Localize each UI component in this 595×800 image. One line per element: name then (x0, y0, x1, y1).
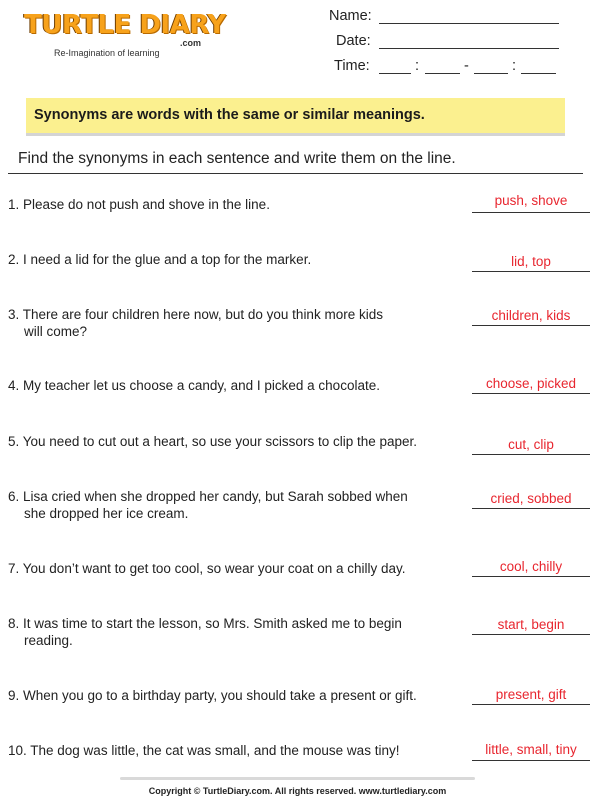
question-1 (8, 196, 463, 213)
question-10 (8, 742, 463, 759)
answer-line-2 (472, 271, 590, 272)
time-hour-end-line (474, 73, 508, 74)
answer-10: little, small, tiny (485, 742, 577, 757)
answer-line-10 (472, 760, 590, 761)
answer-8: start, begin (497, 617, 565, 632)
answer-line-6 (472, 508, 590, 509)
time-colon-1: : (415, 58, 420, 74)
question-text: 9. When you go to a birthday party, you should take a present or gift. (8, 688, 417, 703)
time-hour-start-line (379, 73, 411, 74)
name-label: Name: (329, 8, 372, 24)
time-dash: - (464, 58, 469, 74)
answer-3: children, kids (491, 308, 571, 323)
logo-tagline: Re-Imagination of learning (54, 48, 160, 58)
answer-line-5 (472, 454, 590, 455)
question-6 (8, 488, 463, 522)
question-text: 7. You don’t want to get too cool, so wear your coat on a chilly day. (8, 561, 406, 576)
answer-line-9 (472, 704, 590, 705)
question-5 (8, 433, 463, 450)
answer-line-7 (472, 576, 590, 577)
logo-title: TURTLE DIARY (24, 10, 226, 40)
copyright-footer: Copyright © TurtleDiary.com. All rights reserved. www.turtlediary.com (148, 786, 447, 796)
time-label: Time: (334, 58, 370, 74)
logo-dotcom: .com (180, 38, 202, 48)
question-2 (8, 251, 463, 268)
turtle-diary-logo (24, 10, 226, 58)
time-colon-2: : (512, 58, 517, 74)
answer-4: choose, picked (485, 376, 577, 391)
answer-line-3 (472, 325, 590, 326)
question-text-continued: reading. (24, 633, 73, 648)
time-minute-end-line (521, 73, 556, 74)
question-3 (8, 306, 463, 340)
answer-5: cut, clip (508, 437, 554, 452)
definition-banner (26, 98, 565, 136)
question-text: 2. I need a lid for the glue and a top for the marker. (8, 252, 312, 267)
question-text: 4. My teacher let us choose a candy, and I picked a chocolate. (8, 378, 380, 393)
question-9 (8, 687, 463, 704)
question-text: 8. It was time to start the lesson, so Mrs. Smith asked me to begin (8, 616, 402, 631)
date-label: Date: (336, 33, 371, 49)
footer-divider (120, 777, 475, 780)
answer-2: lid, top (511, 254, 551, 269)
question-text: 10. The dog was little, the cat was small, and the mouse was tiny! (8, 743, 400, 758)
question-4 (8, 377, 463, 394)
question-7 (8, 560, 463, 577)
question-text-continued: will come? (24, 324, 88, 339)
question-8 (8, 615, 463, 649)
time-minute-start-line (425, 73, 460, 74)
instruction-underline (8, 173, 583, 174)
name-line (379, 23, 559, 24)
question-text: 6. Lisa cried when she dropped her candy, but Sarah sobbed when (8, 489, 408, 504)
answer-6: cried, sobbed (490, 491, 572, 506)
question-text: 1. Please do not push and shove in the line. (8, 197, 270, 212)
instruction-text: Find the synonyms in each sentence and write them on the line. (18, 150, 456, 167)
answer-line-8 (472, 634, 590, 635)
question-text-continued: she dropped her ice cream. (24, 506, 189, 521)
banner-text: Synonyms are words with the same or similar meanings. (34, 107, 425, 123)
question-text: 5. You need to cut out a heart, so use your scissors to clip the paper. (8, 434, 418, 449)
answer-line-1 (472, 212, 590, 213)
date-line (379, 48, 559, 49)
answer-7: cool, chilly (499, 559, 563, 574)
answer-1: push, shove (494, 193, 568, 208)
answer-line-4 (472, 393, 590, 394)
answer-9: present, gift (495, 687, 567, 702)
question-text: 3. There are four children here now, but do you think more kids (8, 307, 383, 322)
